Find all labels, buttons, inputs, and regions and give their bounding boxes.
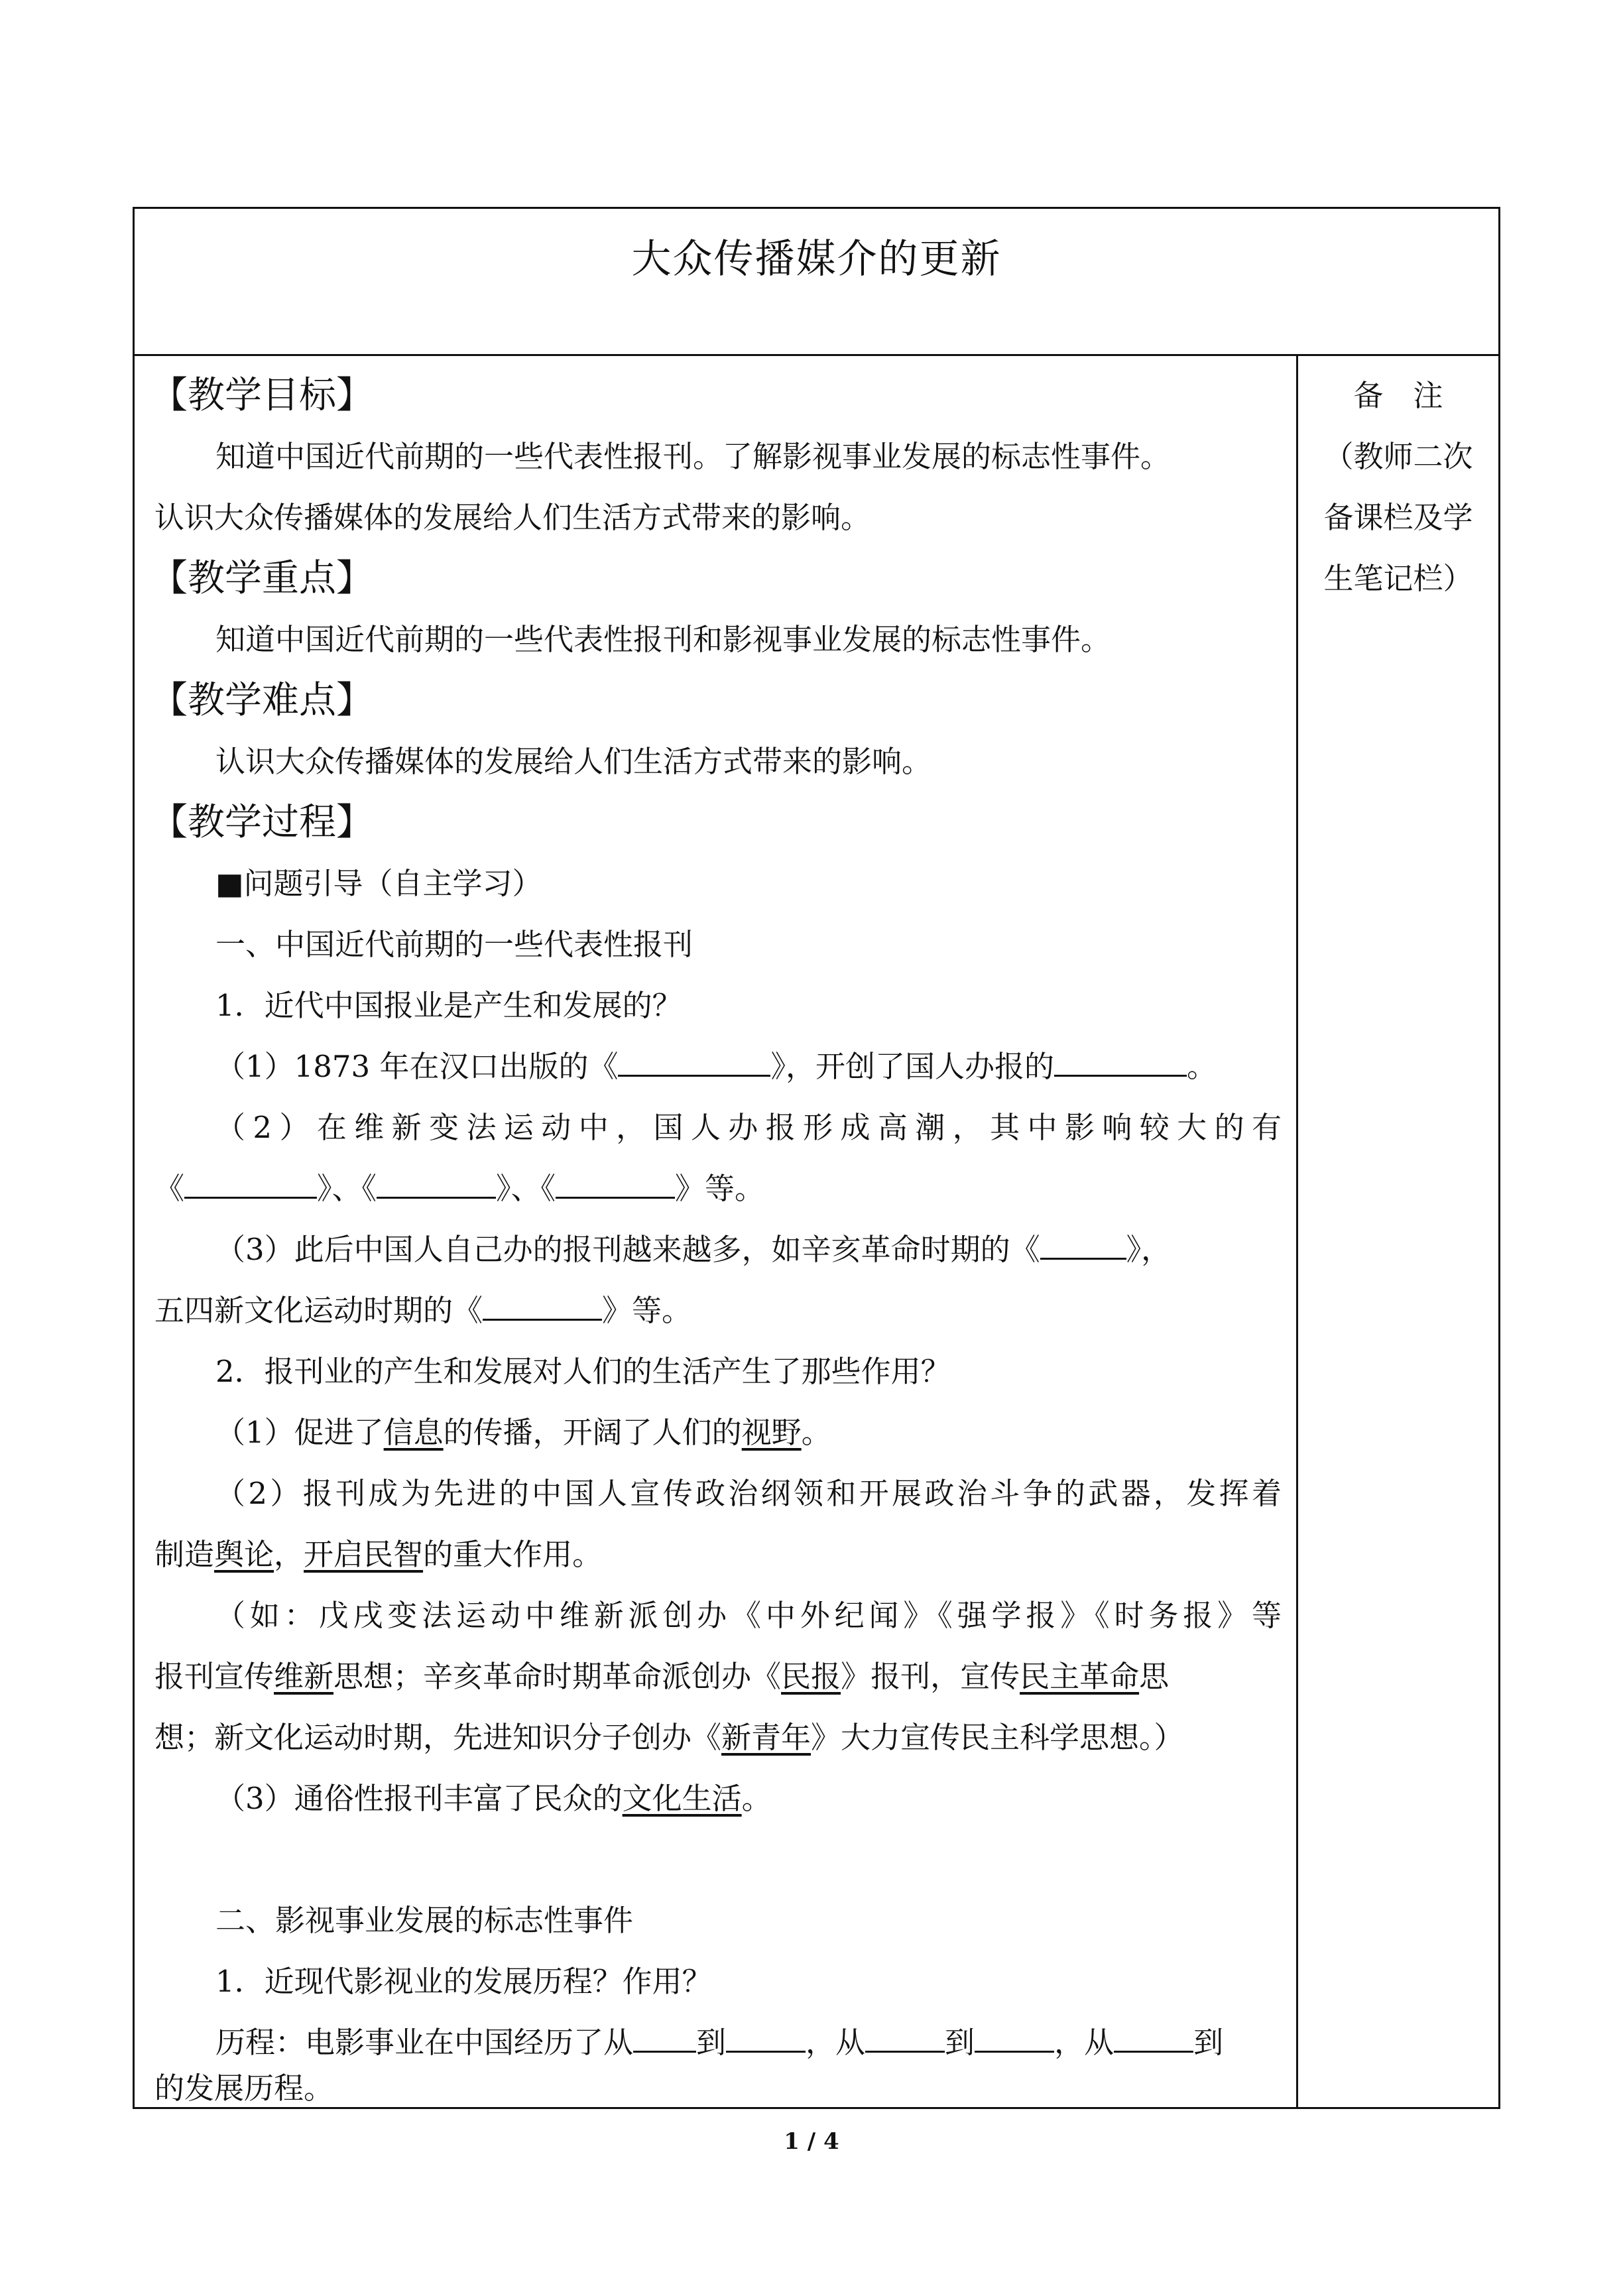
question-1-item-2: （2）在维新变法运动中，国人办报形成高潮，其中影响较大的有: [215, 1110, 1282, 1145]
objectives-text-2: 认识大众传播媒体的发展给人们生活方式带来的影响。: [154, 500, 871, 535]
part-one-title: 一、中国近代前期的一些代表性报刊: [215, 927, 693, 962]
history-line-cont: 的发展历程。: [154, 2071, 334, 2106]
key-points-text: 知道中国近代前期的一些代表性报刊和影视事业发展的标志性事件。: [215, 622, 1111, 657]
notes-desc-2: 备课栏及学: [1323, 500, 1473, 535]
difficulties-heading: 【教学难点】: [150, 679, 373, 722]
answer-blank: [975, 2014, 1054, 2053]
answer-blank: [556, 1160, 675, 1199]
notes-column: [1298, 356, 1498, 2107]
answer-blank: [865, 2014, 945, 2053]
answer-blank: [377, 1160, 496, 1199]
guide-label: ■问题引导（自主学习）: [215, 866, 542, 901]
answer-blank: [1040, 1221, 1126, 1260]
page-number: 1 / 4: [784, 2128, 839, 2155]
question-1-item-3: （3）此后中国人自己办的报刊越来越多，如辛亥革命时期的《 》，: [215, 1219, 1282, 1280]
question-1-item-3-cont: 五四新文化运动时期的《 》等。: [154, 1280, 1282, 1341]
part-two-title: 二、影视事业发展的标志性事件: [215, 1903, 634, 1938]
difficulties-text: 认识大众传播媒体的发展给人们生活方式带来的影响。: [215, 744, 932, 779]
key-points-heading: 【教学重点】: [150, 557, 373, 600]
lesson-table: [133, 207, 1500, 2109]
objectives-text-1: 知道中国近代前期的一些代表性报刊。了解影视事业发展的标志性事件。: [215, 439, 1171, 474]
answer-blank: [726, 2014, 806, 2053]
question-2: 2．报刊业的产生和发展对人们的生活产生了那些作用？: [215, 1354, 951, 1389]
answer-blank: [1054, 1038, 1187, 1077]
notes-label: 备 注: [1353, 378, 1443, 413]
example-line-1: （如：戊戌变法运动中维新派创办《中外纪闻》《强学报》《时务报》等: [215, 1598, 1282, 1633]
process-heading: 【教学过程】: [150, 801, 373, 844]
answer-2-3: （3）通俗性报刊丰富了民众的文化生活。: [215, 1781, 772, 1816]
answer-2-2-cont: 制造舆论，开启民智的重大作用。: [154, 1537, 603, 1572]
notes-desc-3: 生笔记栏）: [1323, 561, 1473, 596]
history-line: 历程：电影事业在中国经历了从 到 ，从 到 ，从 到: [215, 2012, 1282, 2073]
question-1-item-2-blanks: 《 》、《 》、《 》等。: [154, 1158, 1282, 1219]
notes-desc-1: （教师二次: [1323, 439, 1473, 474]
example-line-2: 报刊宣传维新思想；辛亥革命时期革命派创办《民报》报刊，宣传民主革命思: [154, 1659, 1170, 1694]
answer-2-2: （2）报刊成为先进的中国人宣传政治纲领和开展政治斗争的武器，发挥着: [215, 1476, 1282, 1511]
answer-blank: [1114, 2014, 1193, 2053]
answer-blank: [483, 1282, 602, 1321]
page-title: 大众传播媒介的更新: [631, 236, 1002, 282]
answer-blank: [633, 2014, 696, 2053]
question-1-item-1: （1）1873 年在汉口出版的《 》，开创了国人办报的 。: [215, 1036, 1282, 1097]
answer-blank: [184, 1160, 317, 1199]
example-line-3: 想；新文化运动时期，先进知识分子创办《新青年》大力宣传民主科学思想。）: [154, 1720, 1184, 1755]
content-cell: [135, 356, 1298, 2107]
title-row: [135, 209, 1498, 356]
objectives-heading: 【教学目标】: [150, 374, 373, 417]
question-3: 1．近现代影视业的发展历程？作用？: [215, 1964, 712, 1999]
question-1: 1．近代中国报业是产生和发展的？: [215, 988, 682, 1023]
answer-blank: [618, 1038, 770, 1077]
answer-2-1: （1）促进了信息的传播，开阔了人们的视野。: [215, 1415, 831, 1450]
